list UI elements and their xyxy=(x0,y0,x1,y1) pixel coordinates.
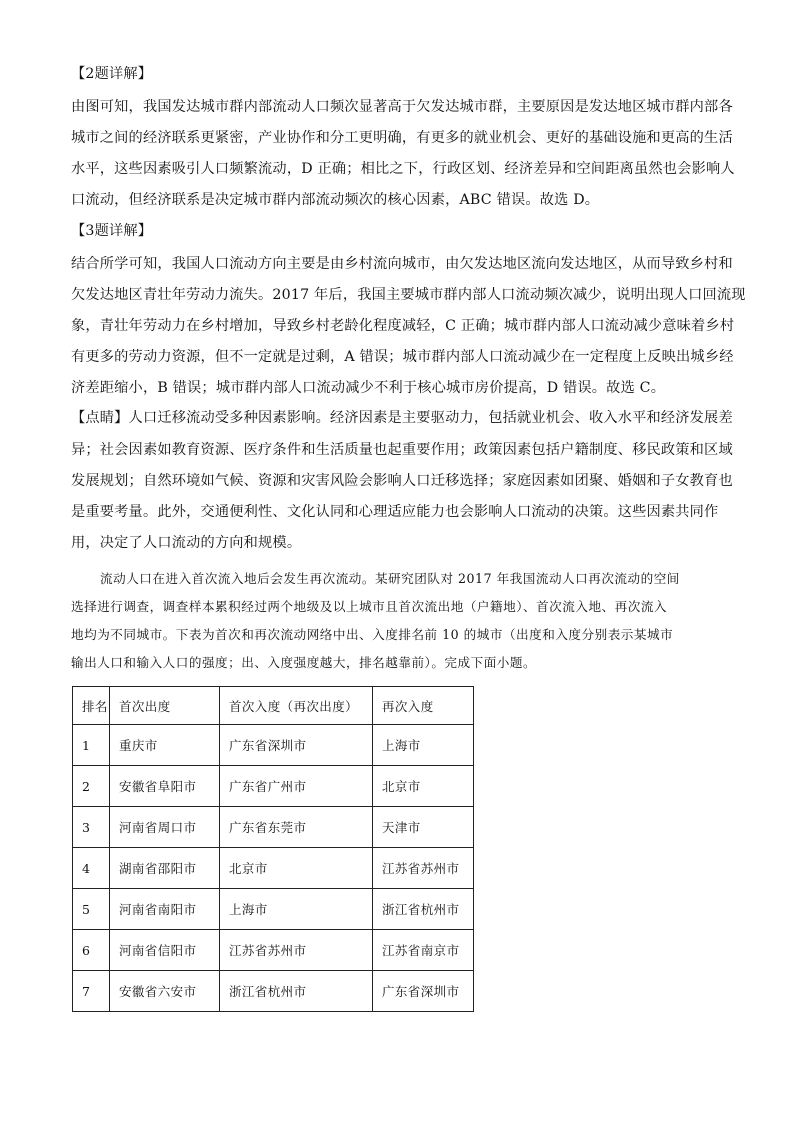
cell-second-in: 江苏省南京市 xyxy=(373,930,474,971)
paragraph-line: 有更多的劳动力资源，但不一定就是过剩，A 错误；城市群内部人口流动减少在一定程度上反映出城乡经 xyxy=(71,349,734,365)
header-rank: 排名 xyxy=(73,687,110,725)
paragraph-line: 用，决定了人口流动的方向和规模。 xyxy=(71,535,302,551)
cell-first-in: 北京市 xyxy=(220,848,373,889)
question-stem-line: 输出人口和输入人口的强度；出、入度强度越大，排名越靠前）。完成下面小题。 xyxy=(71,655,537,670)
cell-first-out: 河南省信阳市 xyxy=(110,930,220,971)
table-row xyxy=(73,807,474,848)
header-first-out: 首次出度 xyxy=(110,687,220,725)
cell-first-out: 安徽省六安市 xyxy=(110,971,220,1012)
cell-first-in: 广东省广州市 xyxy=(220,766,373,807)
cell-rank: 4 xyxy=(73,848,110,889)
cell-first-in: 广东省深圳市 xyxy=(220,725,373,766)
city-ranking-table xyxy=(72,686,474,1012)
question-stem-line: 流动人口在进入首次流入地后会发生再次流动。某研究团队对 2017 年我国流动人口再次流动的空间 xyxy=(100,571,680,586)
cell-first-in: 江苏省苏州市 xyxy=(220,930,373,971)
cell-rank: 7 xyxy=(73,971,110,1012)
cell-first-in: 上海市 xyxy=(220,889,373,930)
table-row xyxy=(73,889,474,930)
cell-first-out: 湖南省邵阳市 xyxy=(110,848,220,889)
cell-second-in: 广东省深圳市 xyxy=(373,971,474,1012)
question-stem-line: 选择进行调查，调查样本累积经过两个地级及以上城市且首次流出地（户籍地）、首次流入地、再次流入 xyxy=(71,599,668,614)
cell-rank: 3 xyxy=(73,807,110,848)
paragraph-line: 结合所学可知，我国人口流动方向主要是由乡村流向城市，由欠发达地区流向发达地区，从而导致乡村和 xyxy=(71,256,733,272)
cell-first-out: 河南省南阳市 xyxy=(110,889,220,930)
table-row xyxy=(73,971,474,1012)
cell-rank: 6 xyxy=(73,930,110,971)
cell-first-in: 广东省东莞市 xyxy=(220,807,373,848)
paragraph-line: 异；社会因素如教育资源、医疗条件和生活质量也起重要作用；政策因素包括户籍制度、移民政策和区域 xyxy=(71,442,733,458)
paragraph-line: 是重要考量。此外，交通便利性、文化认同和心理适应能力也会影响人口流动的决策。这些因素共同作 xyxy=(71,504,719,520)
cell-first-in: 浙江省杭州市 xyxy=(220,971,373,1012)
cell-rank: 2 xyxy=(73,766,110,807)
table-row xyxy=(73,766,474,807)
question-stem-line: 地均为不同城市。下表为首次和再次流动网络中出、入度排名前 10 的城市（出度和入度分别表示某城市 xyxy=(71,627,674,642)
section-heading-q2: 【2题详解】 xyxy=(71,66,153,82)
header-first-in: 首次入度（再次出度） xyxy=(220,687,373,725)
table-row xyxy=(73,725,474,766)
cell-first-out: 重庆市 xyxy=(110,725,220,766)
section-heading-q3: 【3题详解】 xyxy=(71,223,153,239)
cell-second-in: 北京市 xyxy=(373,766,474,807)
paragraph-line: 发展规划；自然环境如气候、资源和灾害风险会影响人口迁移选择；家庭因素如团聚、婚姻和子女教育也 xyxy=(71,473,733,489)
paragraph-line: 济差距缩小，B 错误；城市群内部人口流动减少不利于核心城市房价提高，D 错误。故选 C。 xyxy=(71,380,666,396)
paragraph-line: 欠发达地区青壮年劳动力流失。2017 年后，我国主要城市群内部人口流动频次减少，说明出现人口回流现 xyxy=(71,287,746,303)
paragraph-line: 象，青壮年劳动力在乡村增加，导致乡村老龄化程度减轻，C 正确；城市群内部人口流动减少意味着乡村 xyxy=(71,318,735,334)
cell-second-in: 天津市 xyxy=(373,807,474,848)
cell-second-in: 江苏省苏州市 xyxy=(373,848,474,889)
table-row xyxy=(73,930,474,971)
cell-second-in: 浙江省杭州市 xyxy=(373,889,474,930)
cell-first-out: 安徽省阜阳市 xyxy=(110,766,220,807)
header-second-in: 再次入度 xyxy=(373,687,474,725)
table-header-row xyxy=(73,687,474,725)
key-point-line: 【点睛】人口迁移流动受多种因素影响。经济因素是主要驱动力，包括就业机会、收入水平和经济发展差 xyxy=(71,410,733,426)
paragraph-line: 城市之间的经济联系更紧密，产业协作和分工更明确，有更多的就业机会、更好的基础设施和更高的生活 xyxy=(71,130,733,146)
paragraph-line: 水平，这些因素吸引人口频繁流动，D 正确；相比之下，行政区划、经济差异和空间距离虽然也会影响人 xyxy=(71,161,735,177)
cell-rank: 1 xyxy=(73,725,110,766)
paragraph-line: 口流动，但经济联系是决定城市群内部流动频次的核心因素，ABC 错误。故选 D。 xyxy=(71,192,600,208)
cell-first-out: 河南省周口市 xyxy=(110,807,220,848)
cell-rank: 5 xyxy=(73,889,110,930)
paragraph-line: 由图可知，我国发达城市群内部流动人口频次显著高于欠发达城市群，主要原因是发达地区城市群内部各 xyxy=(71,99,733,115)
table-row xyxy=(73,848,474,889)
cell-second-in: 上海市 xyxy=(373,725,474,766)
